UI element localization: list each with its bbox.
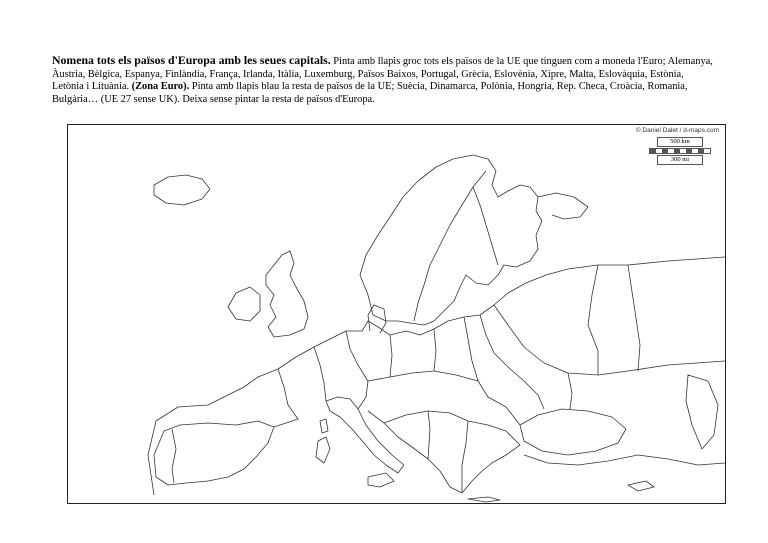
internal-borders-6: [434, 329, 436, 371]
instructions-text-2: Pinta amb llapis blau la resta de països de la UE; Suècia, Dinamarca, Polònia, Hongria, Rep. Checa, Croàcia, Romania, Bulgària… (UE 27 sense UK). Deixa sense pintar la resta de països d'Europa.: [52, 81, 688, 105]
instructions-euro-zone: (Zona Euro).: [131, 81, 190, 93]
internal-borders-4: [368, 371, 478, 381]
internal-borders-7: [464, 317, 520, 425]
italy-outline: [326, 397, 404, 473]
internal-borders-13: [568, 373, 572, 409]
turkey-coast: [524, 455, 725, 465]
internal-borders-12: [480, 315, 544, 409]
internal-borders-2: [314, 347, 326, 401]
continent-coastline: [148, 257, 725, 495]
instructions-paragraph: [52, 54, 717, 106]
portugal-spain-border: [172, 429, 176, 483]
sardinia-outline: [316, 437, 330, 463]
scandinavia-outline: [360, 155, 542, 325]
internal-borders-1: [274, 369, 298, 427]
sicily-outline: [368, 473, 394, 487]
balkans-coast: [368, 411, 520, 493]
corsica-outline: [320, 419, 328, 433]
instructions-text: Pinta amb llapis groc tots els països de la UE que tinguen com a moneda l'Euro; Alemanya, Àustria, Bèlgica, Espanya, Finlàndia, França, Irlanda, Itàlia, Luxemburg, Països Baixos, Portugal, Grècia, Eslovènia, Xipre, Malta, Eslovàquia, Estònia, Letònia i Lituània.: [52, 56, 713, 93]
internal-borders-9: [428, 411, 430, 459]
internal-borders-14: [628, 265, 640, 371]
kola-peninsula: [538, 193, 588, 219]
map-scale: [649, 137, 711, 165]
iceland-outline: [154, 175, 210, 205]
internal-borders-11: [494, 305, 725, 375]
scale-mi-label: 300 mi: [657, 155, 703, 165]
scale-bar: [649, 148, 711, 154]
black-sea-outline: [520, 409, 626, 455]
great-britain-outline: [266, 251, 308, 337]
cyprus-outline: [628, 481, 654, 491]
internal-borders-8: [384, 411, 520, 445]
internal-borders-3: [346, 331, 368, 409]
caspian-outline: [686, 375, 718, 449]
sweden-finland-border: [473, 187, 498, 265]
internal-borders-10: [462, 421, 468, 493]
internal-borders-5: [390, 335, 392, 377]
europe-outline-map: [68, 125, 725, 503]
internal-borders-15: [588, 265, 598, 375]
map-credit: © Daniel Dalet / d-maps.com: [635, 127, 719, 134]
instructions-title: Nomena tots els països d'Europa amb les seues capitals.: [52, 53, 331, 67]
europe-blank-map: [67, 124, 726, 504]
scale-km-label: 500 km: [657, 137, 703, 147]
denmark-outline: [368, 305, 386, 333]
crete-outline: [468, 497, 500, 502]
ireland-outline: [228, 287, 260, 321]
